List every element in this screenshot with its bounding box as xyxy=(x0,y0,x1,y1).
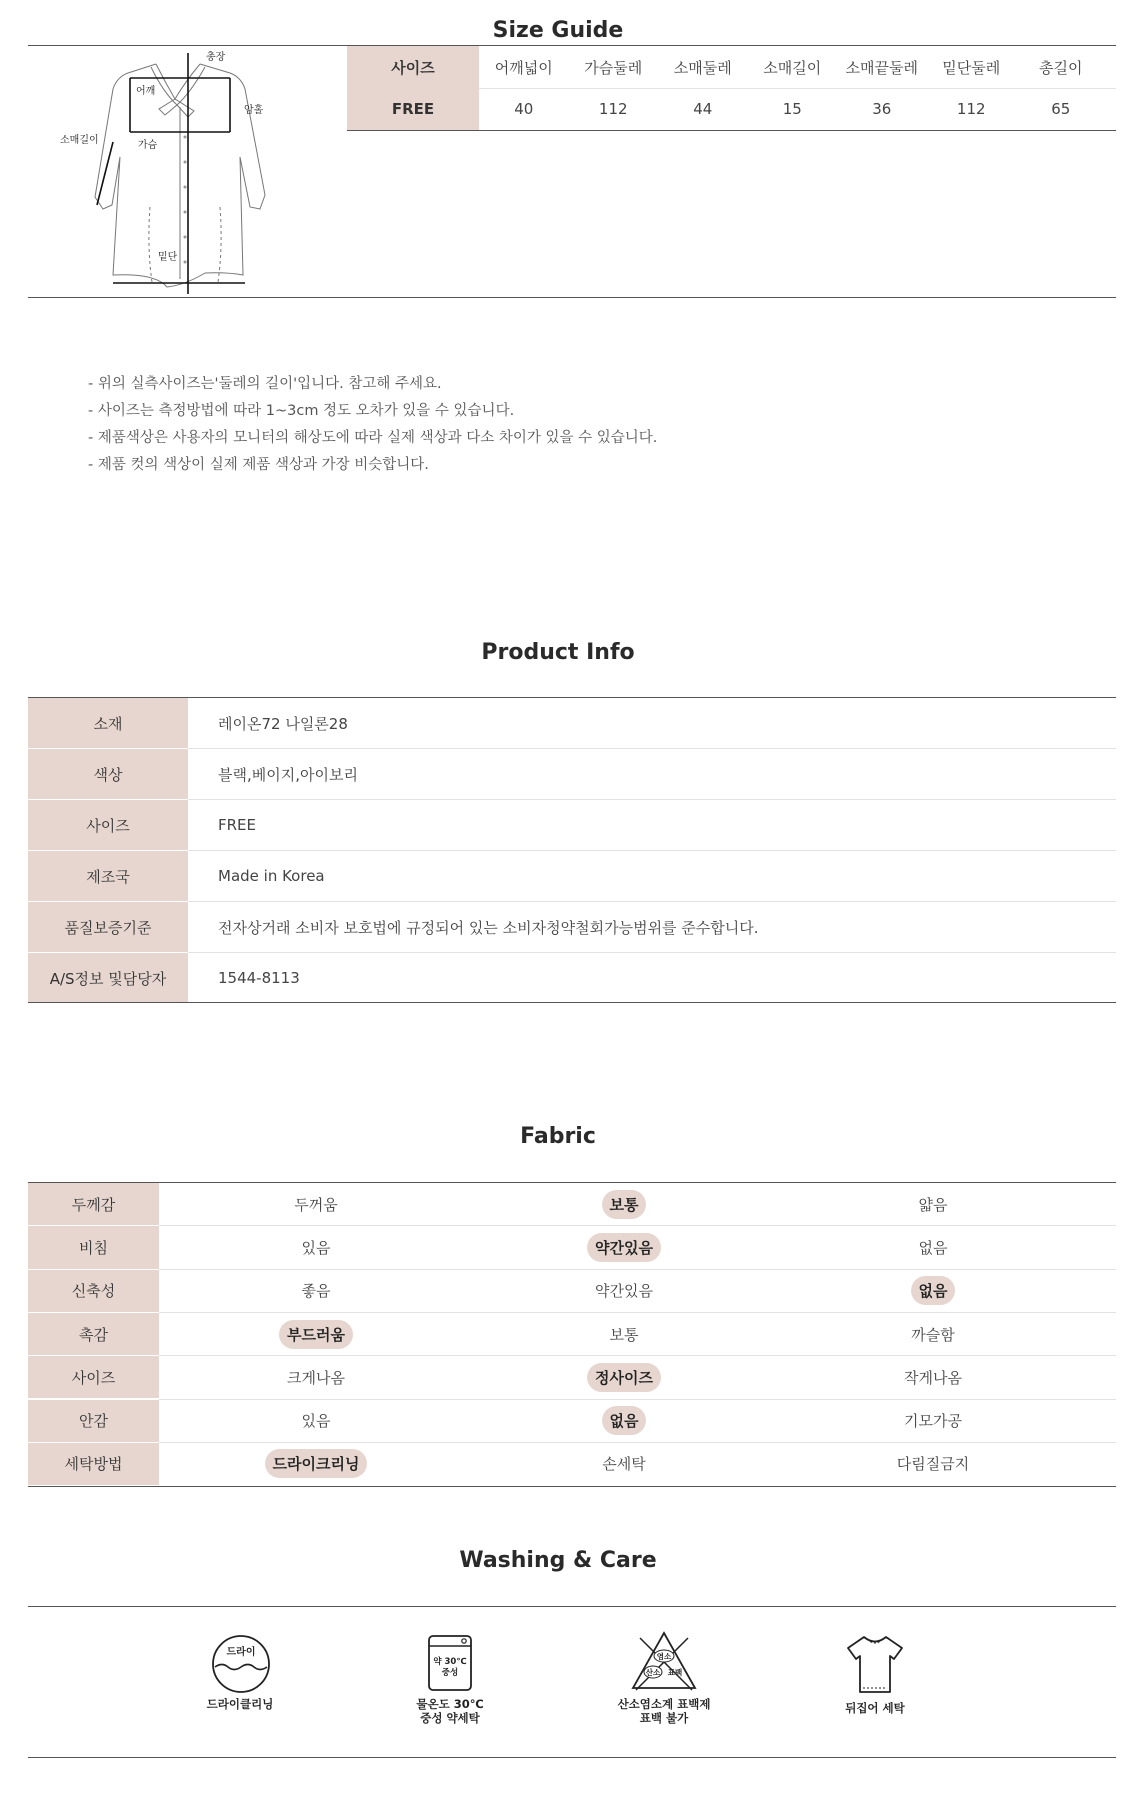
fabric-option xyxy=(196,1400,436,1442)
size-col-shoulder: 어깨넓이 xyxy=(494,58,553,77)
fabric-option-text: 얇음 xyxy=(918,1195,948,1214)
dry-clean-icon-text: 드라이 xyxy=(226,1647,256,1658)
info-value-size: FREE xyxy=(218,816,257,834)
size-table-row xyxy=(347,88,1116,131)
fabric-option-text: 보통 xyxy=(609,1325,639,1344)
fabric-option xyxy=(504,1270,744,1312)
dry-clean-icon xyxy=(209,1633,273,1695)
no-bleach-icon xyxy=(630,1630,698,1692)
note-line: - 제품 컷의 색상이 실제 제품 색상과 가장 비슷합니다. xyxy=(88,457,429,473)
note-line: - 제품색상은 사용자의 모니터의 해상도에 따라 실제 색상과 다소 차이가 있을 수 있습니다. xyxy=(88,430,658,446)
fabric-row-label: 촉감 xyxy=(28,1313,159,1355)
info-value-as: 1544-8113 xyxy=(218,969,300,987)
product-info-top-rule xyxy=(28,697,1116,698)
fabric-bottom-rule xyxy=(28,1486,1116,1487)
size-col-cuff: 소매끝둘레 xyxy=(845,58,918,77)
fabric-option-text: 좋음 xyxy=(301,1282,331,1301)
label-hem: 밑단 xyxy=(158,252,178,263)
fabric-option xyxy=(813,1356,1053,1398)
fabric-option xyxy=(813,1313,1053,1355)
size-col-total-length: 총길이 xyxy=(1039,58,1083,77)
label-total-length: 총장 xyxy=(206,52,226,63)
info-label-size: 사이즈 xyxy=(28,800,188,850)
size-row-label: FREE xyxy=(347,88,479,130)
row-divider xyxy=(188,799,1116,800)
care-label-hand-wash-1: 물온도 30℃ xyxy=(416,1697,484,1711)
fabric-row-label: 사이즈 xyxy=(28,1356,159,1398)
fabric-option-text: 있음 xyxy=(301,1238,331,1257)
washing-care-bottom-rule xyxy=(28,1757,1116,1758)
fabric-option-selected: 없음 xyxy=(911,1276,956,1305)
info-label-origin: 제조국 xyxy=(28,851,188,901)
no-bleach-icon-text: 산소 xyxy=(645,1668,661,1677)
hand-wash-icon-text: 중성 xyxy=(441,1668,459,1678)
fabric-option-selected: 정사이즈 xyxy=(587,1363,661,1392)
size-table-header-label: 사이즈 xyxy=(347,46,479,88)
fabric-option xyxy=(504,1400,744,1442)
fabric-option xyxy=(504,1313,744,1355)
fabric-option xyxy=(813,1443,1053,1485)
fabric-row-label: 비침 xyxy=(28,1226,159,1268)
label-sleeve-length: 소매길이 xyxy=(60,135,99,146)
fabric-option-text: 손세탁 xyxy=(602,1455,646,1474)
fabric-option xyxy=(813,1400,1053,1442)
garment-size-diagram xyxy=(55,47,300,297)
washing-care-top-rule xyxy=(28,1606,1116,1607)
row-divider xyxy=(188,850,1116,851)
size-value: 112 xyxy=(956,100,986,118)
label-shoulder: 어깨 xyxy=(136,86,156,97)
fabric-row-label: 두께감 xyxy=(28,1183,159,1225)
hand-wash-icon xyxy=(427,1634,473,1692)
size-col-chest: 가슴둘레 xyxy=(584,58,643,77)
size-col-sleeve-width: 소매둘레 xyxy=(673,58,732,77)
fabric-option-selected: 없음 xyxy=(602,1406,647,1435)
info-label-material: 소재 xyxy=(28,698,188,748)
fabric-option-selected: 부드러움 xyxy=(279,1320,353,1349)
fabric-option xyxy=(196,1183,436,1225)
fabric-option-text: 크게나옴 xyxy=(287,1368,345,1387)
fabric-row-label: 세탁방법 xyxy=(28,1443,159,1485)
row-divider xyxy=(188,952,1116,953)
care-label-hand-wash-2: 중성 약세탁 xyxy=(420,1711,480,1725)
fabric-option xyxy=(813,1226,1053,1268)
info-value-material: 레이온72 나일론28 xyxy=(218,714,348,733)
label-armhole: 암홀 xyxy=(244,105,264,116)
fabric-option xyxy=(196,1270,436,1312)
hand-wash-icon-text: 약 30℃ xyxy=(433,1657,467,1667)
fabric-option-text: 작게나옴 xyxy=(904,1368,962,1387)
fabric-option-selected: 보통 xyxy=(602,1190,647,1219)
fabric-option xyxy=(196,1226,436,1268)
care-label-no-bleach-2: 표백 불가 xyxy=(639,1711,689,1725)
fabric-option-text: 까슬함 xyxy=(911,1325,955,1344)
fabric-option xyxy=(504,1226,744,1268)
fabric-option xyxy=(504,1443,744,1485)
fabric-option-text: 두꺼움 xyxy=(294,1195,338,1214)
no-bleach-icon-text: 표백 xyxy=(667,1668,683,1677)
inside-out-icon xyxy=(846,1634,904,1696)
size-value: 36 xyxy=(872,100,892,118)
info-label-as: A/S정보 및담당자 xyxy=(28,953,188,1003)
fabric-row-label: 신축성 xyxy=(28,1270,159,1312)
size-value: 40 xyxy=(514,100,534,118)
fabric-option xyxy=(504,1183,744,1225)
note-line: - 위의 실측사이즈는'둘레의 길이'입니다. 참고해 주세요. xyxy=(88,376,442,392)
fabric-option xyxy=(196,1443,436,1485)
fabric-title: Fabric xyxy=(520,1124,596,1149)
size-value: 112 xyxy=(598,100,628,118)
size-guide-bottom-rule xyxy=(28,297,1116,298)
fabric-option-selected: 드라이크리닝 xyxy=(265,1449,368,1478)
info-label-color: 색상 xyxy=(28,749,188,799)
fabric-row-label: 안감 xyxy=(28,1400,159,1442)
info-value-color: 블랙,베이지,아이보리 xyxy=(218,765,358,784)
fabric-option xyxy=(504,1356,744,1398)
washing-care-title: Washing & Care xyxy=(459,1548,657,1573)
info-value-origin: Made in Korea xyxy=(218,867,325,885)
care-label-dry-clean: 드라이클리닝 xyxy=(206,1697,274,1711)
size-value: 44 xyxy=(693,100,713,118)
fabric-option-text: 없음 xyxy=(918,1238,948,1257)
no-bleach-icon-text: 염소 xyxy=(656,1652,672,1661)
note-line: - 사이즈는 측정방법에 따라 1~3cm 정도 오차가 있을 수 있습니다. xyxy=(88,403,515,419)
fabric-option-text: 기모가공 xyxy=(904,1412,962,1431)
fabric-option-text: 약간있음 xyxy=(595,1282,653,1301)
fabric-option xyxy=(813,1183,1053,1225)
size-col-hem: 밑단둘레 xyxy=(942,58,1001,77)
fabric-option xyxy=(196,1313,436,1355)
size-value: 65 xyxy=(1051,100,1071,118)
fabric-option xyxy=(813,1270,1053,1312)
size-guide-title: Size Guide xyxy=(492,18,624,43)
info-value-quality: 전자상거래 소비자 보호법에 규정되어 있는 소비자청약철회가능범위를 준수합니다. xyxy=(218,918,759,937)
fabric-option-text: 다림질금지 xyxy=(896,1455,970,1474)
info-label-quality: 품질보증기준 xyxy=(28,902,188,952)
fabric-option-text: 있음 xyxy=(301,1412,331,1431)
product-info-title: Product Info xyxy=(481,640,635,665)
fabric-option xyxy=(196,1356,436,1398)
fabric-option-selected: 약간있음 xyxy=(587,1233,661,1262)
size-value: 15 xyxy=(782,100,802,118)
product-info-bottom-rule xyxy=(28,1002,1116,1003)
size-col-sleeve-length: 소매길이 xyxy=(763,58,822,77)
size-table-header-row xyxy=(347,46,1116,89)
label-chest: 가슴 xyxy=(138,140,158,151)
care-label-no-bleach-1: 산소염소계 표백제 xyxy=(617,1697,711,1711)
care-label-inside-out: 뒤집어 세탁 xyxy=(845,1701,905,1715)
